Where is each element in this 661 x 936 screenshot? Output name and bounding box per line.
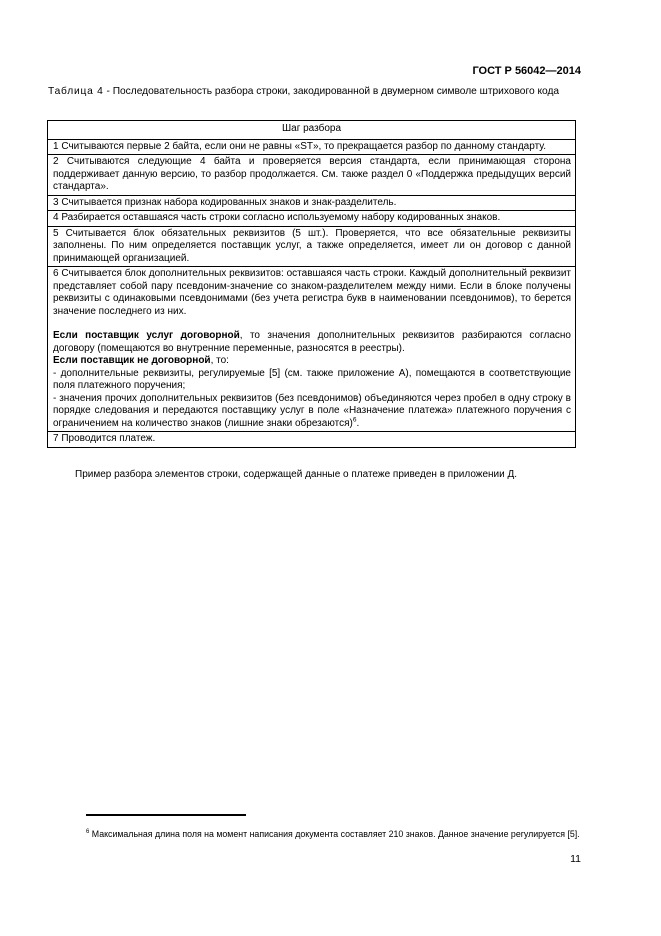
example-note: Пример разбора элементов строки, содержащей данные о платеже приведен в приложении Д. [75, 469, 518, 480]
footnote-divider [86, 814, 246, 816]
step-2-cell: 2 Считываются следующие 4 байта и проверяется версия стандарта, если принимающая сторона поддерживает данную версию, то разбор продолжается. См. также раздел 0 «Поддержка предыдущих версий стандарта». [48, 155, 576, 196]
contract-case-heading: Если поставщик услуг договорной [53, 330, 240, 341]
bullet-2-text: - значения прочих дополнительных реквизитов (без псевдонимов) объединяются через пробел в одну строку в порядке следования и передаются поставщику услуг в поле «Назначение платежа» платежного поручения с ограничением на количество знаков (лишние знаки обрезаются) [53, 392, 571, 429]
table-header-row [48, 121, 576, 140]
table-row [48, 155, 576, 196]
step-6-noncontract-case [53, 355, 571, 368]
step-7-cell: 7 Проводится платеж. [48, 432, 576, 448]
step-6-contract-case [53, 330, 571, 355]
table-caption-text: - Последовательность разбора строки, закодированной в двумерном символе штрихового кода [103, 86, 560, 97]
parsing-steps-table [47, 120, 576, 448]
document-standard-header: ГОСТ Р 56042—2014 [472, 65, 581, 77]
footnote-marker: 6 [86, 829, 90, 836]
noncontract-case-text: , то: [210, 355, 229, 366]
step-6-bullet-2 [53, 393, 571, 431]
table-row [48, 195, 576, 211]
step-6-intro: 6 Считывается блок дополнительных реквизитов: оставшаяся часть строки. Каждый дополнительный реквизит представляет собой пару псевдоним-значение со знаком-разделителем между ними. Если в блоке получены реквизиты с одинаковыми псевдонимами (без учета регистра букв в наименовании псевдонимов), то берется значение последнего из них. [53, 268, 571, 317]
footnote-text: Максимальная длина поля на момент написания документа составляет 210 знаков. Данное значение регулируется [5]. [89, 829, 580, 839]
contract-case-text: , то значения дополнительных реквизитов разбираются согласно договору (помещаются во внутренние переменные, разносятся в реестры). [53, 330, 571, 354]
table-row [48, 211, 576, 227]
table-row [48, 432, 576, 448]
table-row [48, 267, 576, 432]
column-header: Шаг разбора [48, 121, 576, 140]
paragraph-gap [53, 318, 571, 330]
step-6-bullet-1: - дополнительные реквизиты, регулируемые [5] (см. также приложение А), помещаются в соответствующие поля платежного поручения; [53, 367, 571, 391]
table-caption [48, 82, 583, 102]
step-5-cell: 5 Считывается блок обязательных реквизитов (5 шт.). Проверяется, что все обязательные реквизиты заполнены. По ним определяется поставщик услуг, а также определяется, имеет ли он договор с данной принимающей организацией. [48, 226, 576, 267]
step-6-cell [48, 267, 576, 432]
table-caption-lead: Таблица 4 [48, 86, 104, 97]
bullet-2-end: . [356, 417, 360, 429]
table-row [48, 226, 576, 267]
table-row [48, 139, 576, 155]
step-3-cell: 3 Считывается признак набора кодированных знаков и знак-разделитель. [48, 195, 576, 211]
noncontract-case-heading: Если поставщик не договорной [53, 355, 211, 366]
footnote [48, 828, 581, 841]
step-4-cell: 4 Разбирается оставшаяся часть строки согласно используемому набору кодированных знаков. [48, 211, 576, 227]
page-number: 11 [570, 853, 581, 865]
footnote-reference: 6 [352, 416, 357, 424]
step-1-cell: 1 Считываются первые 2 байта, если они не равны «ST», то прекращается разбор по данному стандарту. [48, 139, 576, 155]
